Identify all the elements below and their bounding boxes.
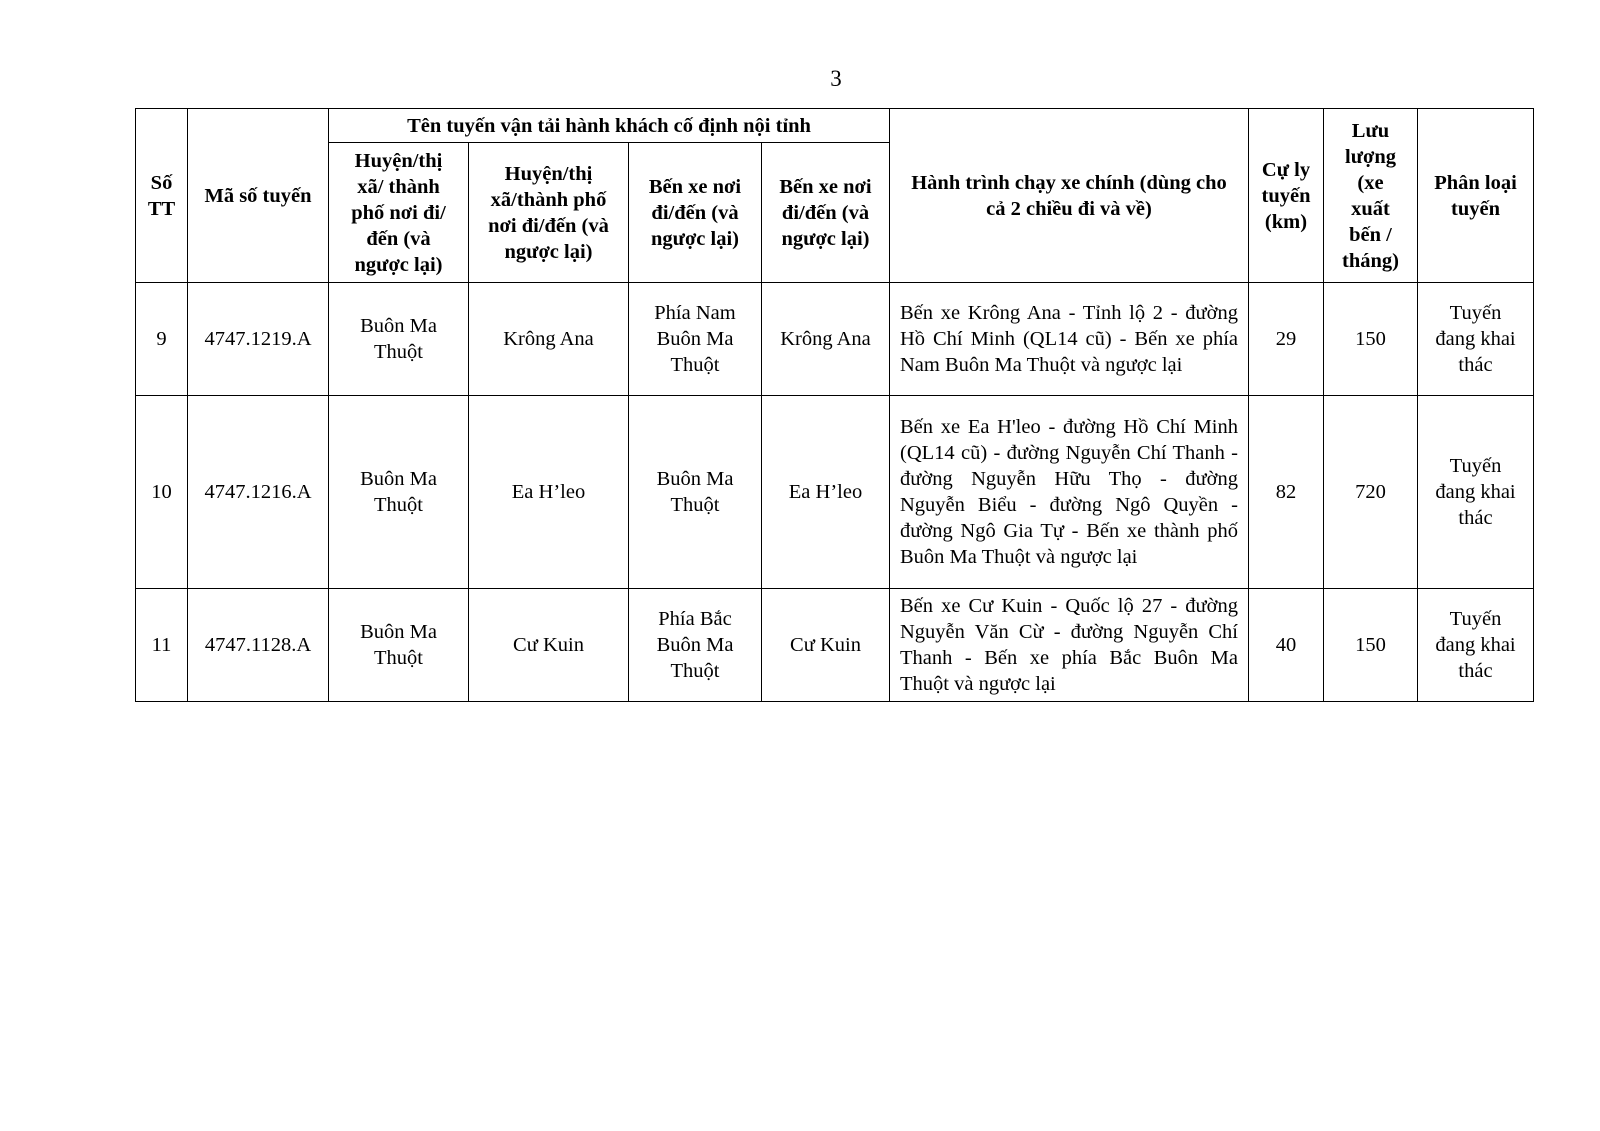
header-distance: Cự ly tuyến (km) [1249, 109, 1324, 283]
cell-stt: 10 [136, 396, 188, 589]
header-station-a: Bến xe nơi đi/đến (và ngược lại) [629, 143, 762, 283]
cell-district-a: Buôn Ma Thuột [329, 283, 469, 396]
cell-classification: Tuyến đang khai thác [1418, 283, 1534, 396]
cell-district-b: Krông Ana [469, 283, 629, 396]
header-classification: Phân loại tuyến [1418, 109, 1534, 283]
header-route-code: Mã số tuyến [188, 109, 329, 283]
routes-table [135, 108, 1534, 702]
cell-classification: Tuyến đang khai thác [1418, 396, 1534, 589]
header-route-name-group: Tên tuyến vận tải hành khách cố định nội tỉnh [329, 109, 890, 143]
cell-stt: 11 [136, 589, 188, 702]
cell-station-a: Buôn Ma Thuột [629, 396, 762, 589]
cell-stt: 9 [136, 283, 188, 396]
cell-station-b: Krông Ana [762, 283, 890, 396]
header-itinerary: Hành trình chạy xe chính (dùng cho cả 2 chiều đi và về) [890, 109, 1249, 283]
header-stt: Số TT [136, 109, 188, 283]
cell-frequency: 150 [1324, 283, 1418, 396]
cell-distance: 40 [1249, 589, 1324, 702]
cell-distance: 29 [1249, 283, 1324, 396]
cell-route-code: 4747.1219.A [188, 283, 329, 396]
table-row [136, 396, 1534, 589]
cell-itinerary: Bến xe Ea H'leo - đường Hồ Chí Minh (QL14 cũ) - đường Nguyễn Chí Thanh - đường Nguyễn Hữu Thọ - đường Nguyễn Biểu - đường Ngô Quyền - đường Ngô Gia Tự - Bến xe thành phố Buôn Ma Thuột và ngược lại [890, 396, 1249, 589]
header-frequency: Lưu lượng (xe xuất bến / tháng) [1324, 109, 1418, 283]
cell-distance: 82 [1249, 396, 1324, 589]
table-row [136, 589, 1534, 702]
cell-itinerary: Bến xe Cư Kuin - Quốc lộ 27 - đường Nguyễn Văn Cừ - đường Nguyễn Chí Thanh - Bến xe phía Bắc Buôn Ma Thuột và ngược lại [890, 589, 1249, 702]
page-number: 3 [830, 66, 842, 91]
table-row [136, 283, 1534, 396]
cell-station-a: Phía Bắc Buôn Ma Thuột [629, 589, 762, 702]
cell-district-a: Buôn Ma Thuột [329, 396, 469, 589]
cell-district-b: Ea H’leo [469, 396, 629, 589]
cell-classification: Tuyến đang khai thác [1418, 589, 1534, 702]
cell-frequency: 150 [1324, 589, 1418, 702]
cell-itinerary: Bến xe Krông Ana - Tỉnh lộ 2 - đường Hồ Chí Minh (QL14 cũ) - Bến xe phía Nam Buôn Ma Thuột và ngược lại [890, 283, 1249, 396]
header-station-b: Bến xe nơi đi/đến (và ngược lại) [762, 143, 890, 283]
table-header-row [136, 109, 1534, 143]
header-district-b: Huyện/thị xã/thành phố nơi đi/đến (và ngược lại) [469, 143, 629, 283]
cell-district-a: Buôn Ma Thuột [329, 589, 469, 702]
cell-station-a: Phía Nam Buôn Ma Thuột [629, 283, 762, 396]
cell-station-b: Cư Kuin [762, 589, 890, 702]
cell-route-code: 4747.1216.A [188, 396, 329, 589]
cell-district-b: Cư Kuin [469, 589, 629, 702]
cell-frequency: 720 [1324, 396, 1418, 589]
cell-station-b: Ea H’leo [762, 396, 890, 589]
header-district-a: Huyện/thị xã/ thành phố nơi đi/đến (và ngược lại) [329, 143, 469, 283]
cell-route-code: 4747.1128.A [188, 589, 329, 702]
